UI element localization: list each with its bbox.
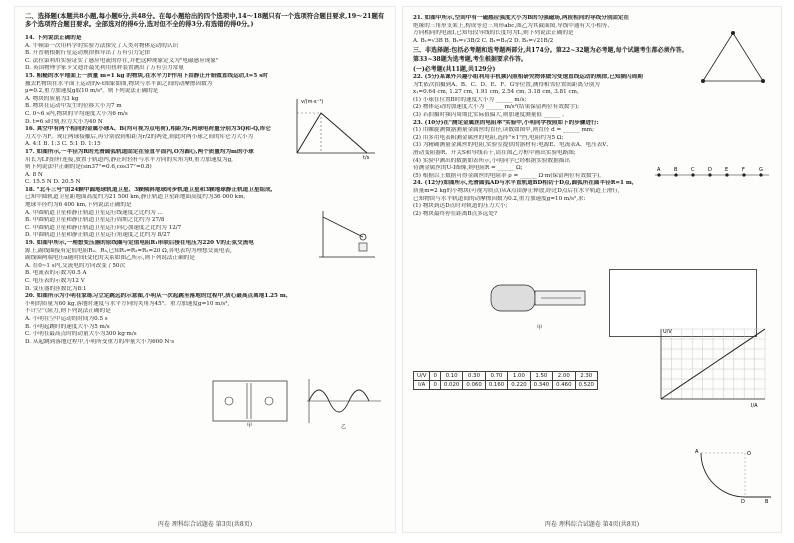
question-line: A. 8 N xyxy=(25,171,43,178)
question-line: μ=0.2,重力加速度g取10 m/s²。则下列说法正确的是 xyxy=(25,88,159,95)
question-line: C. 小明在最高点时的动量大小为300 kg·m/s xyxy=(25,331,137,338)
question-stem: 17. 如图所示,一半径为R的光滑圆弧轨道固定在竖直平面内,O为圆心,两个质量均为m的小球 xyxy=(25,148,254,155)
question-line: 撤去F,物块在水平面上运动的v-t图象如图,物块与水平面之间的动摩擦因数为 xyxy=(25,80,213,87)
arc-label-b: B xyxy=(765,499,769,505)
question-line: 力大小为F。现让两球接触后,再分别放到相距为r/2的两处,则此时两小球之间的库仑力大小为 xyxy=(25,133,254,140)
table-header-cell: U/V xyxy=(414,372,430,381)
question-line: C. 15.5 N D. 20.5 N xyxy=(25,179,81,186)
table-cell: 0 xyxy=(430,381,440,390)
strobe-dot-label: D xyxy=(708,167,712,173)
strobe-dot-label: B xyxy=(674,167,678,173)
arc-label-a: A xyxy=(695,449,699,455)
question-line: D. 英国物理学家卡文迪许最先利用扭秤装置测出了万有引力常量 xyxy=(25,65,184,72)
strobe-dots xyxy=(653,165,771,183)
strobe-dot-label: F xyxy=(742,167,745,173)
question-stem: 14. 下列说法正确的是 xyxy=(25,35,82,41)
strobe-dot-label: C xyxy=(691,167,695,173)
question-line: 方向相同的电流I,已知每段导线的长度均为L,则下列说法正确的是 xyxy=(413,30,574,37)
right-question-column xyxy=(413,15,773,510)
fig19-label-yi: 乙 xyxy=(341,424,347,429)
question-line: D. 变压器的匝数比为8:1 xyxy=(25,285,87,292)
arc-label-o: O xyxy=(747,451,751,457)
question-stem: 18. "北斗三号"由24颗中圆地球轨道卫星、3颗倾斜地球同步轨道卫星和3颗地球静止轨道卫星组成, xyxy=(25,186,273,193)
section-header: 二、选择题(本题共8小题,每小题6分,共48分。在每小题给出的四个选项中,14～18题只有一个选项符合题目要求,19～21题有多个选项符合题目要求。全部选对的得6分,选对但不全的得3分,有选错的得0分。) xyxy=(25,12,385,28)
ui-axis-u-label: U/V xyxy=(663,329,672,335)
table-cell: 0.060 xyxy=(463,381,485,390)
section-heading: (一)必考题(共11题,共129分) xyxy=(413,65,496,73)
question-line: 地球半径约为6 400 km,下列说法正确的是 xyxy=(25,202,132,209)
ui-data-table xyxy=(413,371,598,390)
fig19-label-jia: 甲 xyxy=(247,423,253,429)
table-cell: 2.30 xyxy=(575,372,597,381)
table-cell: 1.50 xyxy=(530,372,552,381)
question-line: 不计空气阻力,则下列说法正确的是 xyxy=(25,308,111,315)
question-line: (1) 小球在位置B时的速度大小为 ______ m/s; xyxy=(413,96,527,103)
question-line: 副线圈两端电压u随时间t变化的关系如图乙所示,则下列说法正确的是 xyxy=(25,255,195,262)
strobe-dot xyxy=(691,173,694,176)
question-line: B. 电流表的示数为0.5 A xyxy=(25,270,87,277)
question-line: B. 小明起跳时的速度大小为5 m/s xyxy=(25,323,110,330)
strobe-dot-label: A xyxy=(657,167,661,173)
question-line: B. 开普勒根据行星运动规律推导出了万有引力定律 xyxy=(25,50,151,57)
triangle-figure xyxy=(695,29,771,87)
strobe-dot xyxy=(674,173,677,176)
question-line: D. 从起跳到落地过程中,小明所受重力的冲量大小为600 N·s xyxy=(25,338,175,345)
strobe-dot-label: E xyxy=(725,167,729,173)
table-cell: 0.70 xyxy=(485,372,507,381)
section-heading: 三、非选择题:包括必考题和选考题两部分,共174分。第22~32题为必考题,每个试题考生都必须作答。 xyxy=(413,46,688,54)
question-line: A. 4:1 B. 1:3 C. 5:1 D. 1:15 xyxy=(25,141,101,148)
strobe-dot xyxy=(742,173,745,176)
question-line: (4) 实验中测出的数据如表所示,小明同学已经根据实验数据描出 xyxy=(413,157,570,164)
strobe-dot xyxy=(708,173,711,176)
ui-graph xyxy=(647,325,771,409)
table-cell: 0.160 xyxy=(485,381,507,390)
table-cell: 1.00 xyxy=(508,372,530,381)
question-stem: 16. 真空中有两个相同的金属小球A、B(均可视为点电荷),相距为r,两球电荷量分别为3Q和-Q,库仑 xyxy=(25,126,271,133)
left-page-footer: 丙卷 理科综合试题卷 第3页(共8页) xyxy=(157,521,253,528)
table-row xyxy=(414,372,598,381)
question-stem: 22. (5分)某课外兴趣小组利用手机频闪照相研究物体做匀变速直线运动的规律,已知频闪周期 xyxy=(413,74,643,81)
question-line: 小明的质量为60 kg,落地时速度与水平方向的夹角为45°。重力加速度g=10 m/s², xyxy=(25,300,230,307)
question-line: A. 中圆轨道卫星和静止轨道卫星运行线速度之比约为 ... xyxy=(25,209,163,216)
question-line: (1) 物块到达D点时对轨道的压力大小; xyxy=(413,203,508,210)
strobe-dot xyxy=(725,173,728,176)
question-stem: 23. (10分)在"测定金属丝的电阻率"实验中,小明同学按照如下的步骤进行: xyxy=(413,119,599,126)
table-cell: 0.520 xyxy=(575,381,597,390)
question-stem: 15. 粗糙的水平地面上一质量 m=1 kg 的物块,在水平力F作用下由静止开始做直线运动,t=5 s时 xyxy=(25,72,268,79)
question-line: C. 中圆轨道卫星和静止轨道卫星运行向心加速度之比约为 12/7 xyxy=(25,224,182,231)
question-line: A. 在0~1 s内,交流电的方向改变了50次 xyxy=(25,262,126,269)
micrometer-figure xyxy=(481,273,601,333)
question-line: 质量m=2 kg的小物块(可视为质点)从A点由静止释放,经过D点后在水平轨道上滑行, xyxy=(413,188,620,194)
table-cell: 0.460 xyxy=(553,381,575,390)
question-stem: 21. 如图甲所示,空间中有一磁感应强度大小为B的匀强磁场,两段相同的导线分别固定在 xyxy=(413,15,630,21)
question-line: C. 电压表的示数为12 V xyxy=(25,278,85,284)
question-line: C. 法拉第利用实验证实了感应电流的存在,并把这种现象定义为"电磁感应现象" xyxy=(25,57,219,64)
arc-track-figure xyxy=(693,447,773,505)
question-line: 为T,依次拍摄到A、B、C、D、E、F、G等位置,测得相邻位置间距离分别为 xyxy=(413,81,600,88)
question-line: C. 0~6 s内,物块的平均速度大小为6 m/s xyxy=(25,110,128,117)
table-row xyxy=(414,381,598,390)
ui-axis-i-label: I/A xyxy=(751,403,758,409)
section-heading: 第33~38题为选考题,考生根据要求作答。 xyxy=(413,56,527,64)
question-line: (3) 若拍摄时频闪周期比实际值偏大,则加速度测量值 ______ 。 xyxy=(413,112,568,119)
table-header-cell: I/A xyxy=(414,381,430,390)
question-line: A. 物块的质量为3 kg xyxy=(25,95,79,102)
question-stem: 19. 如图甲所示,一理想变压器的原线圈与定值电阻R₁串联后接在电压为220 V的正弦交流电 xyxy=(25,240,254,247)
transformer-circuit xyxy=(209,375,291,429)
question-line: B. 中圆轨道卫星和静止轨道卫星运行周期之比约为 27/8 xyxy=(25,217,165,224)
vt-axis-t-label: t/s xyxy=(363,155,370,161)
exam-page-left xyxy=(14,6,396,533)
table-cell: 0.30 xyxy=(463,372,485,381)
question-line: (2) 物体运动的加速度大小为 ______ m/s²(结果保留两位有效数字); xyxy=(413,104,580,111)
question-line: 用长为L的轻杆连接,放置于轨道内,静止时轻杆与水平方向的夹角为θ,重力加速度为g, xyxy=(25,156,233,163)
sine-graph xyxy=(303,377,383,429)
strobe-dot-label: G xyxy=(759,167,763,173)
table-cell: 0.10 xyxy=(440,372,462,381)
question-line: (5) 根据以上数据可得金属丝的电阻率 ρ = ______ Ω·m(保留两位有效数字)。 xyxy=(413,172,605,179)
incline-figure xyxy=(315,207,379,263)
question-line: D. t=6 s时刻,拉力大小为40 N xyxy=(25,118,103,125)
question-line: 已知物块与水平轨道间的动摩擦因数为0.2,重力加速度g=10 m/s²,求: xyxy=(413,195,586,202)
strobe-dot xyxy=(657,173,660,176)
strobe-dot xyxy=(759,173,762,176)
question-line: (2) 物块最终停在距离B点多远处? xyxy=(413,210,497,217)
exam-page-right xyxy=(402,6,782,533)
question-line: 已知中圆轨道卫星距地面高度约为21 500 km,静止轨道卫星距地面高度约为36 000 km, xyxy=(25,194,246,201)
table-cell: 0.220 xyxy=(508,381,530,390)
right-page-footer: 丙卷 理科综合试题卷 第4页(共8页) xyxy=(544,521,640,528)
table-cell: 0 xyxy=(430,372,440,381)
vt-axis-v-label: v/(m·s⁻¹) xyxy=(301,99,324,105)
question-line: (3) 为精确测量金属丝的电阻,实验室提供的器材有:电源E、电流表A、电压表V、 xyxy=(413,142,612,149)
question-line: x₁=0.64 cm, 1.27 cm, 1.91 cm, 2.54 cm, 3.18 cm, 3.81 cm。 xyxy=(413,89,583,96)
question-line: 绝缘的三角形支架上,构成等边三角形abc,图乙为其截面图,导线中通有大小相等、 xyxy=(413,22,613,29)
question-line: A. 小明在空中运动的时间为0.5 s xyxy=(25,315,108,322)
question-line: 则下列说法中正确的是(sin37°=0.6,cos37°=0.8) xyxy=(25,164,152,171)
question-stem: 24. (12分)如图所示,光滑圆弧AD与水平直轨道BD相切于D点,圆弧所在圆半径R=1 m, xyxy=(413,180,634,187)
table-cell: 0.020 xyxy=(440,381,462,390)
question-line: 滑动变阻器R、开关S和导线若干,请在图乙方框中画出实验电路图; xyxy=(413,150,576,157)
question-line: 源上,副线圈接有定值电阻R₂、R₃,已知R₁=R₂=R₃=20 Ω,各电表均为理想交流电表, xyxy=(25,247,232,254)
question-line: A. B₁=√3B B. B₂=√3B/2 C. B₁=B₂/2 D. B₂=√21B/2 xyxy=(413,37,554,44)
table-cell: 2.00 xyxy=(553,372,575,381)
question-line: B. 物块在运动中发生的位移大小为7 m xyxy=(25,103,122,110)
question-line: A. 牛顿第一次用科学的实验方法探究了人类对物体运动的认识 xyxy=(25,42,179,49)
question-line: 待测金属丝的U-I图像,则电阻R = ______ Ω; xyxy=(413,165,523,172)
question-line: (1) 用螺旋测微器测量金属丝的直径,读数如图甲,则直径 d = ______ mm; xyxy=(413,127,594,134)
question-line: (2) 用多用电表粗测金属丝的电阻,选择"×1"挡,电阻约为5 Ω; xyxy=(413,134,564,141)
vt-graph xyxy=(287,95,379,161)
fig23-label-jia: 甲 xyxy=(537,325,543,331)
arc-label-d: D xyxy=(741,499,745,505)
question-line: D. 中圆轨道卫星和静止轨道卫星运行角速度之比约为 8/27 xyxy=(25,232,171,239)
question-stem: 20. 如图所示为小明在家练习立定跳远的示意图,小明从一次起跳至落地的过程中,质心最高点离地1.25 m, xyxy=(25,293,288,300)
table-cell: 0.340 xyxy=(530,381,552,390)
